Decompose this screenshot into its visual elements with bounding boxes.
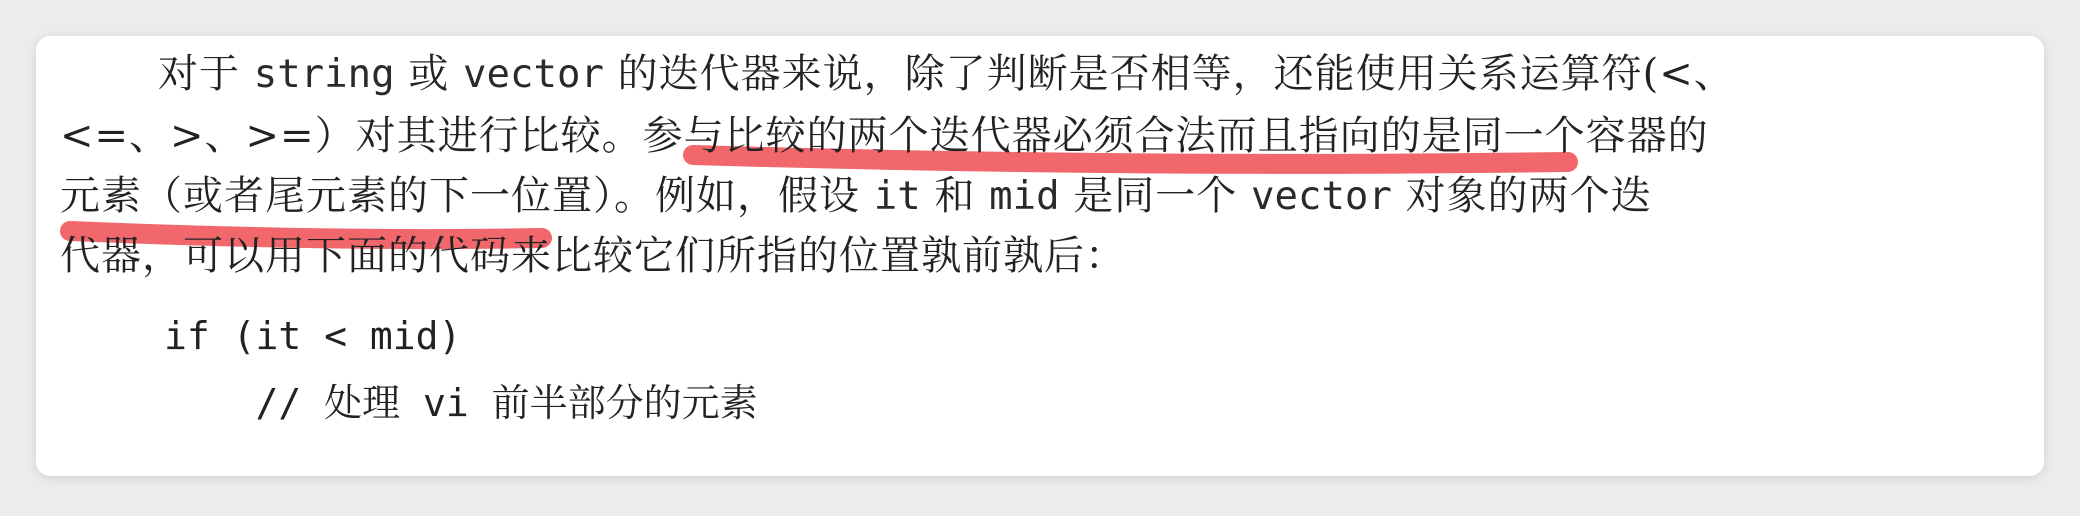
- text-segment: 对象的两个迭: [1391, 173, 1652, 219]
- code-term-vector: vector: [463, 52, 604, 97]
- code-term-mid: mid: [989, 174, 1060, 219]
- code-term-it: it: [873, 174, 921, 219]
- text-segment: 对于: [158, 51, 254, 97]
- text-segment: 是同一个: [1059, 173, 1252, 219]
- document-card: [36, 36, 2044, 476]
- code-line-2: // 处理 vi 前半部分的元素: [164, 381, 758, 425]
- code-term-vector: vector: [1251, 174, 1392, 219]
- paragraph-line-1: [158, 42, 1735, 99]
- code-line-1: if (it < mid): [164, 314, 462, 358]
- paragraph-line-4: 代器，可以用下面的代码来比较它们所指的位置孰前孰后：: [60, 233, 1126, 279]
- code-term-string: string: [253, 52, 395, 97]
- text-segment: 或: [394, 51, 464, 97]
- text-segment: 的迭代器来说，除了判断是否相等，还能使用关系运算符(<、: [603, 51, 1735, 97]
- paragraph-line-3: [60, 164, 1652, 221]
- paragraph-line-2: <=、>、>=）对其进行比较。参与比较的两个迭代器必须合法而且指向的是同一个容器的: [60, 113, 1709, 159]
- text-segment: 和: [920, 173, 990, 219]
- text-segment: 元素（或者尾元素的下一位置）。例如，假设: [60, 173, 874, 219]
